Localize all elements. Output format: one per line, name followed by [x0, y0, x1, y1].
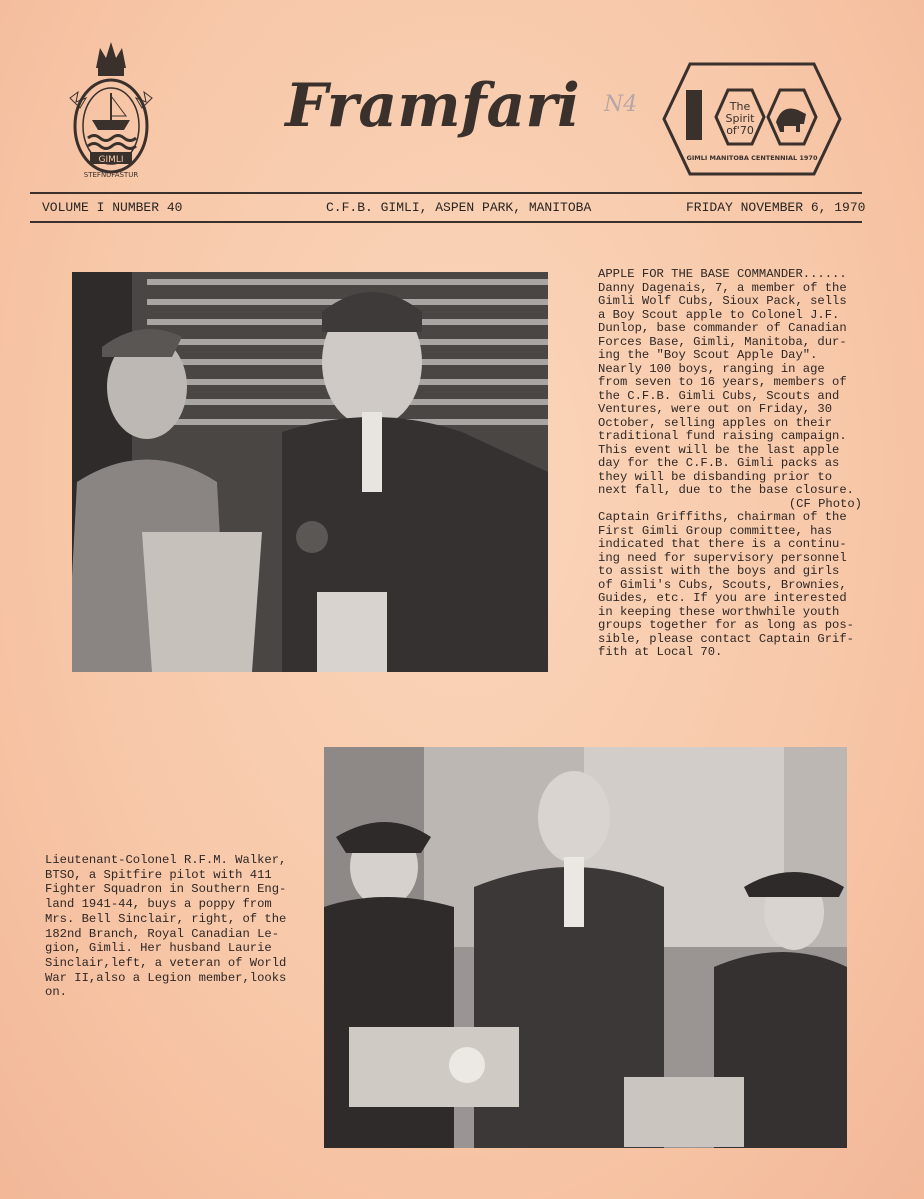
- issue-date: FRIDAY NOVEMBER 6, 1970: [686, 200, 866, 215]
- centennial-logo: [660, 60, 844, 178]
- photo-credit: (CF Photo): [788, 496, 862, 511]
- svg-text:Spirit: Spirit: [725, 112, 755, 125]
- svg-text:GIMLI MANITOBA CENTENNIAL 1970: GIMLI MANITOBA CENTENNIAL 1970: [686, 154, 818, 162]
- top-rule: [30, 192, 862, 194]
- photo-apple-day: [72, 272, 548, 672]
- svg-text:STEFNUFASTUR: STEFNUFASTUR: [83, 171, 139, 179]
- svg-text:GIMLI: GIMLI: [98, 155, 124, 165]
- gimli-crest-logo: [60, 38, 162, 180]
- handwritten-note: N4: [604, 92, 638, 117]
- volume-number: VOLUME I NUMBER 40: [42, 200, 183, 215]
- apple-day-caption: APPLE FOR THE BASE COMMANDER...... Danny Dagenais, 7, a member of the Gimli Wolf Cubs, Sioux Pack, sells a Boy Scout apple to Colonel J.F. Dunlop, base commander of Canadian Forces Base, Gimli, Manitoba, dur- ing the "Boy Scout Apple Day". Nearly 100 boys, ranging in age from seven to 16 years, members of the C.F.B. Gimli Cubs, Scouts and Ventures, were out on Friday, 30 October, selling apples on their traditional fund raising campaign. This event will be the last apple day for the C.F.B. Gimli packs as they will be disbanding prior to next fall, due to the base closure.: [598, 267, 854, 497]
- bottom-rule: [30, 221, 862, 223]
- poppy-caption: Lieutenant-Colonel R.F.M. Walker, BTSO, a Spitfire pilot with 411 Fighter Squadron in Southern Eng- land 1941-44, buys a poppy from Mrs. Bell Sinclair, right, of the 182nd Branch, Royal Canadian Le- gion, Gimli. Her husband Laurie Sinclair,left, a veteran of World War II,also a Legion member,looks on.: [45, 853, 287, 1000]
- location: C.F.B. GIMLI, ASPEN PARK, MANITOBA: [326, 200, 592, 215]
- photo-poppy-purchase: [324, 747, 847, 1148]
- apple-day-article: [598, 268, 862, 660]
- newspaper-title: Framfari: [285, 71, 580, 141]
- svg-text:of'70: of'70: [726, 124, 754, 137]
- svg-text:The: The: [729, 100, 751, 113]
- scouts-volunteer-notice: Captain Griffiths, chairman of the First Gimli Group committee, has indicated that there is a continu- ing need for supervisory personnel to assist with the boys and girls of Gimli's Cubs, Scouts, Brownies, Guides, etc. If you are interested in keeping these worthwhile youth groups together for as long as pos- sible, please contact Captain Grif- fith at Local 70.: [598, 510, 854, 659]
